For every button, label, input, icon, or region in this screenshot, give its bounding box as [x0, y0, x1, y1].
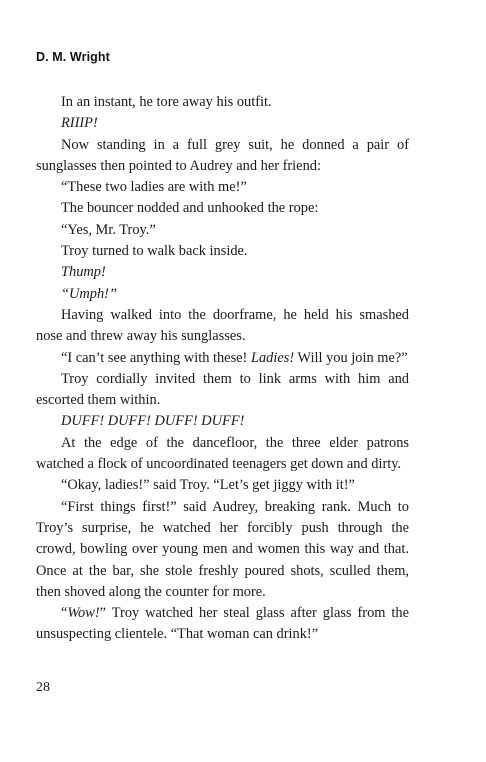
text-run: Will you join me?”: [294, 349, 408, 366]
text-run: The bouncer nodded and unhooked the rope:: [61, 200, 319, 217]
text-run: “First things first!” said Audrey, breaking rank. Much to Troy’s surprise, he watched her forcibly push through the crowd, bowling over young men and women this way and that. Once at the bar, she stole freshly poured shots, sculled them, then shoved along the counter for more.: [36, 498, 409, 600]
paragraph: [36, 198, 409, 219]
paragraph: [36, 348, 409, 369]
italic-text: Thump!: [61, 264, 106, 281]
italic-text: DUFF! DUFF! DUFF! DUFF!: [61, 413, 245, 430]
running-head: D. M. Wright: [36, 50, 110, 64]
paragraph: [36, 475, 409, 496]
paragraph: [36, 92, 409, 113]
body-text: [36, 92, 409, 646]
italic-text: “Umph!”: [61, 285, 117, 302]
italic-text: Wow!: [67, 605, 100, 622]
text-run: “Okay, ladies!” said Troy. “Let’s get jiggy with it!”: [61, 477, 355, 494]
paragraph: [36, 284, 409, 305]
text-run: “These two ladies are with me!”: [61, 179, 247, 196]
text-run: ” Troy watched her steal glass after glass from the unsuspecting clientele. “That woman can drink!”: [36, 605, 409, 643]
paragraph: [36, 241, 409, 262]
paragraph: [36, 262, 409, 283]
text-run: “Yes, Mr. Troy.”: [61, 221, 156, 238]
text-run: Now standing in a full grey suit, he donned a pair of sunglasses then pointed to Audrey and her friend:: [36, 136, 409, 174]
page-number: 28: [36, 680, 50, 695]
paragraph: [36, 113, 409, 134]
text-run: Troy turned to walk back inside.: [61, 243, 248, 260]
text-run: Having walked into the doorframe, he held his smashed nose and threw away his sunglasses.: [36, 306, 409, 345]
paragraph: [36, 411, 409, 432]
paragraph: [36, 220, 409, 241]
italic-text: Ladies!: [250, 349, 295, 366]
text-run: “: [61, 605, 68, 622]
text-run: At the edge of the dancefloor, the three elder patrons watched a flock of uncoordinated teenagers get down and dirty.: [36, 434, 409, 473]
paragraph: [36, 369, 409, 412]
text-run: “I can’t see anything with these!: [61, 349, 251, 366]
paragraph: [36, 135, 409, 178]
paragraph: [36, 603, 409, 646]
paragraph: [36, 305, 409, 348]
paragraph: [36, 177, 409, 198]
text-run: Troy cordially invited them to link arms with him and escorted them within.: [36, 370, 409, 409]
paragraph: [36, 433, 409, 476]
italic-text: RIIIP!: [61, 115, 98, 132]
text-run: In an instant, he tore away his outfit.: [61, 94, 272, 110]
paragraph: [36, 497, 409, 603]
